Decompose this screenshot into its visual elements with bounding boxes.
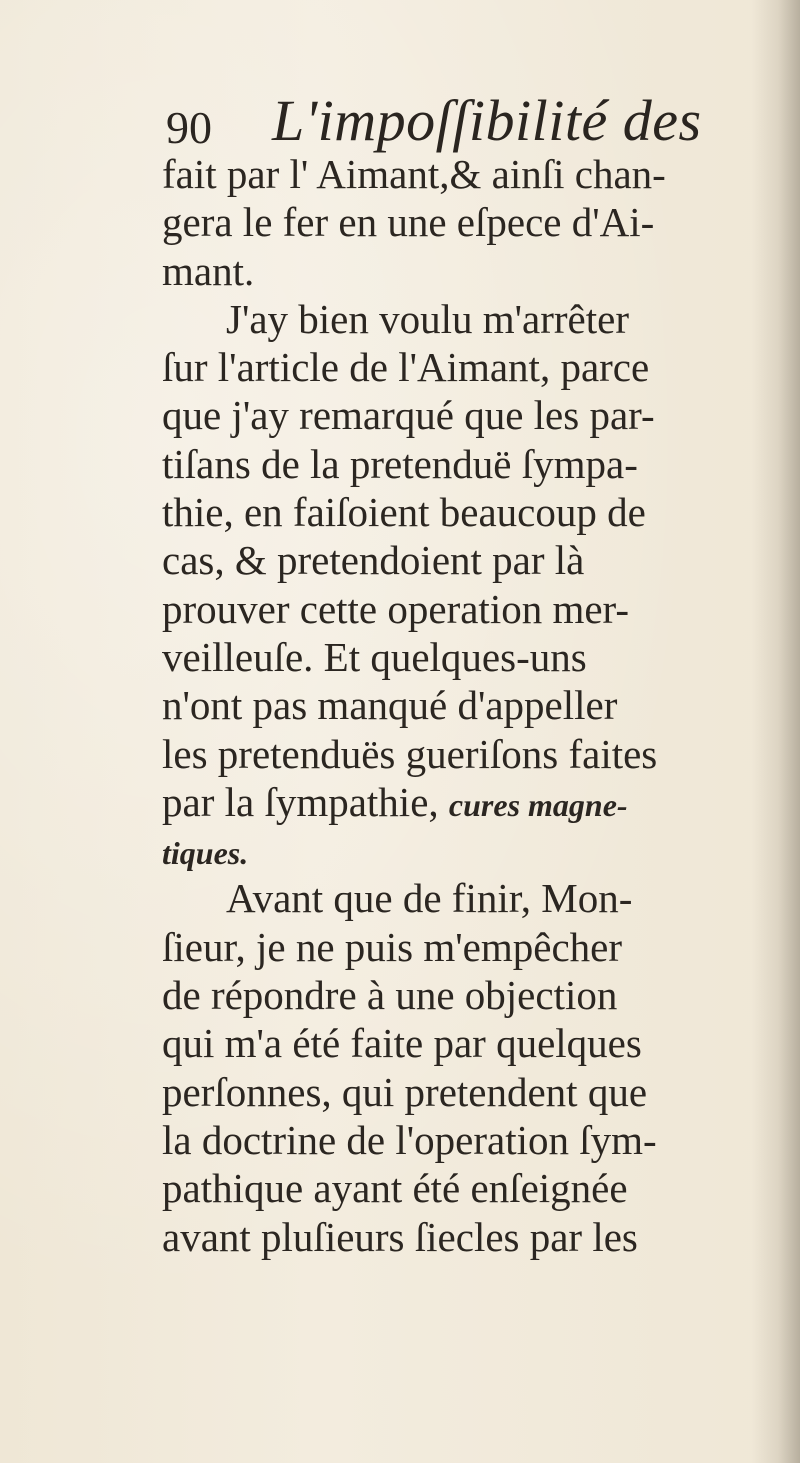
text-line: n'ont pas manqué d'appeller: [162, 682, 618, 729]
text-line: tiſans de la pretenduë ſympa-: [162, 440, 638, 487]
text-line: pathique ayant été enſeignée: [162, 1165, 628, 1212]
text-line: ſieur, je ne puis m'empêcher: [162, 923, 622, 970]
text-line-paragraph-start: J'ay bien voulu m'arrêter: [226, 295, 629, 342]
text-line: cas, & pretendoient par là: [162, 537, 585, 584]
text-line: [162, 826, 777, 874]
text-line: veilleuſe. Et quelques-uns: [162, 633, 587, 680]
text-line: thie, en faiſoient beaucoup de: [162, 489, 646, 536]
text-line: qui m'a été faite par quelques: [162, 1020, 642, 1067]
text-line: avant pluſieurs ſiecles par les: [162, 1213, 638, 1260]
text-line-paragraph-start: Avant que de finir, Mon-: [226, 875, 633, 922]
text-line: [162, 778, 777, 826]
text-line: gera le fer en une eſpece d'Ai-: [162, 199, 655, 246]
running-title: L'impoſſibilité des: [272, 88, 702, 153]
text-italic: tiques.: [162, 835, 249, 872]
text-line: mant.: [162, 247, 255, 294]
page-number: 90: [166, 102, 212, 153]
text-line: de répondre à une objection: [162, 972, 618, 1019]
page-header: [166, 88, 766, 158]
body-text: [162, 150, 777, 1261]
text-roman: par la ſympathie,: [162, 778, 449, 825]
text-line: que j'ay remarqué que les par-: [162, 392, 655, 439]
text-line: ſur l'article de l'Aimant, parce: [162, 344, 650, 391]
text-line: perſonnes, qui pretendent que: [162, 1068, 648, 1115]
text-line: la doctrine de l'operation ſym-: [162, 1116, 657, 1163]
text-line: prouver cette operation mer-: [162, 585, 630, 632]
text-line: fait par l' Aimant,& ainſi chan-: [162, 151, 666, 197]
text-italic: cures magne-: [448, 786, 628, 823]
text-line: les pretenduës gueriſons faites: [162, 730, 658, 777]
